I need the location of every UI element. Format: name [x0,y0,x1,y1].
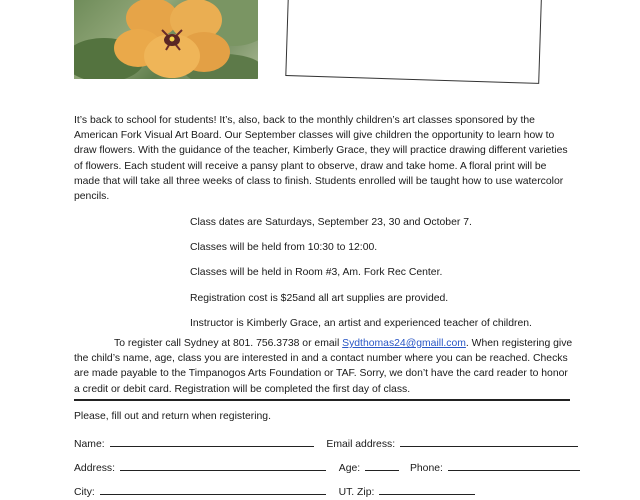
email-field[interactable] [400,436,578,447]
registration-cost: Registration cost is $25and all art supplies are provided. [190,292,449,304]
city-field[interactable] [100,484,326,495]
intro-paragraph: It’s back to school for students! It’s, also, back to the monthly children’s art classes sponsored by the American Fork Visual Art Board. Our September classes will give children the opportunity to learn how to draw flowers. With the guidance of the teacher, Kimberly Grace, they will practice drawing different varieties of flowers. Each student will receive a pansy plant to observe, draw and take home. A floral print will be made that will take all three weeks of class to finish. Students enrolled will be taught how to use watercolor pencils. [74,115,568,203]
register-text-start: To register call Sydney at 801. 756.3738 or email [114,338,343,349]
class-room: Classes will be held in Room #3, Am. Fork Rec Center. [190,267,443,279]
class-details [190,216,590,342]
name-label: Name: [74,439,105,450]
age-field[interactable] [365,460,399,471]
address-label: Address: [74,463,116,474]
phone-label: Phone: [409,463,443,474]
form-instructions: Please, fill out and return when registering. [74,411,271,422]
pansy-photo [74,0,258,79]
zip-label: UT. Zip: [338,487,375,498]
register-text-end: . When registering give the child’s name, age, class you are interested in and a contact number where you can be reached. Checks are made payable to the Timpanogos Arts Foundation or TAF. Sorry, we don’t have the card reader to honor a credit or debit card. Registration will be completed the first day of class. [74,338,573,395]
instructor-info: Instructor is Kimberly Grace, an artist and experienced teacher of children. [190,317,532,329]
class-time: Classes will be held from 10:30 to 12:00. [190,242,378,254]
blank-box [285,0,542,84]
zip-field[interactable] [379,484,475,495]
address-field[interactable] [120,460,326,471]
age-label: Age: [338,463,361,474]
form-row-city [74,484,475,498]
name-field[interactable] [110,436,314,447]
form-row-name [74,436,578,450]
phone-field[interactable] [448,460,580,471]
register-paragraph [74,336,574,397]
email-link[interactable]: Sydthomas24@gmaill.com [342,338,466,349]
divider [74,399,570,401]
city-label: City: [74,487,95,498]
email-label: Email address: [326,439,396,450]
form-row-address [74,460,580,474]
class-dates: Class dates are Saturdays, September 23, 30 and October 7. [190,217,472,228]
